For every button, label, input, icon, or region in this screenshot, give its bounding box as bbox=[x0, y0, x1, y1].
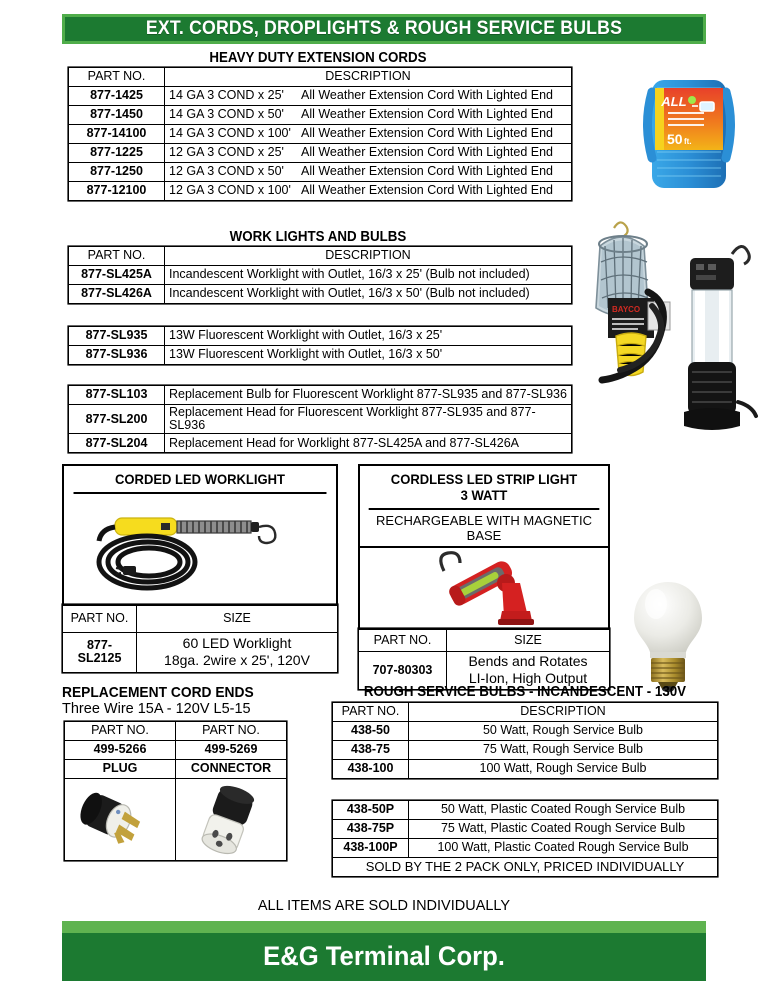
cordless-part-no: 707-80303 bbox=[359, 651, 447, 689]
table-header-row bbox=[69, 247, 572, 266]
plastic-coated-bulbs-table bbox=[332, 800, 718, 877]
col-part-no: PART NO. bbox=[359, 629, 447, 651]
spec-text: 14 GA 3 COND x 25' bbox=[169, 88, 284, 103]
cordless-led-strip-light-panel bbox=[358, 464, 610, 687]
table-row bbox=[333, 760, 718, 779]
table-row bbox=[69, 182, 572, 201]
corded-panel-title: CORDED LED WORKLIGHT bbox=[74, 466, 327, 494]
description-cell: 100 Watt, Plastic Coated Rough Service Bulb bbox=[409, 839, 718, 858]
description-cell: 12 GA 3 COND x 25' All Weather Extension Cord With Lighted End bbox=[165, 144, 572, 163]
company-name: E&G Terminal Corp. bbox=[263, 941, 505, 971]
table-row bbox=[333, 741, 718, 760]
col-description: DESCRIPTION bbox=[409, 703, 718, 722]
part-no-cell: 877-SL935 bbox=[69, 327, 165, 346]
connector-label: CONNECTOR bbox=[176, 760, 287, 779]
cordless-led-strip-light-icon bbox=[414, 549, 554, 627]
replacement-parts-table bbox=[68, 385, 572, 453]
description-cell: Replacement Head for Worklight 877-SL425A and 877-SL426A bbox=[165, 434, 572, 453]
part-no-cell: 877-12100 bbox=[69, 182, 165, 201]
part-no-cell: 877-SL103 bbox=[69, 386, 165, 405]
part-no-cell: 877-1425 bbox=[69, 87, 165, 106]
spec-text: 12 GA 3 COND x 50' bbox=[169, 164, 284, 179]
connector-photo-cell bbox=[176, 779, 287, 861]
part-no-cell: 438-100P bbox=[333, 839, 409, 858]
table-row bbox=[69, 163, 572, 182]
table-row bbox=[69, 266, 572, 285]
fluorescent-worklight-icon bbox=[684, 246, 756, 430]
part-no-cell: 877-SL936 bbox=[69, 346, 165, 365]
corded-size-line2: 18ga. 2wire x 25', 120V bbox=[164, 652, 310, 669]
section-title-work-lights: WORK LIGHTS AND BULBS bbox=[229, 229, 407, 245]
part-no-cell: 877-1450 bbox=[69, 106, 165, 125]
part-no-cell: 438-100 bbox=[333, 760, 409, 779]
cordless-strip-light-photo bbox=[360, 548, 608, 628]
part-no-cell: 877-SL425A bbox=[69, 266, 165, 285]
table-row bbox=[333, 722, 718, 741]
part-no-cell: 877-SL200 bbox=[69, 405, 165, 434]
corded-part-no: 877-SL2125 bbox=[63, 632, 137, 672]
section-title-replacement-cord-ends: REPLACEMENT CORD ENDS bbox=[62, 684, 254, 701]
droplights-photo bbox=[592, 206, 767, 456]
col-part-no-right: PART NO. bbox=[176, 722, 287, 741]
description-cell: Replacement Bulb for Fluorescent Worklight 877-SL935 and 877-SL936 bbox=[165, 386, 572, 405]
cord-ends-table bbox=[64, 721, 287, 861]
description-cell: 14 GA 3 COND x 50' All Weather Extension Cord With Lighted End bbox=[165, 106, 572, 125]
table-row bbox=[333, 820, 718, 839]
description-cell: Replacement Head for Fluorescent Worklight 877-SL935 and 877-SL936 bbox=[165, 405, 572, 434]
light-bulb-icon bbox=[618, 576, 718, 692]
table-footer-row bbox=[333, 858, 718, 877]
table-header-row bbox=[65, 722, 287, 741]
plastic-bulbs-note: SOLD BY THE 2 PACK ONLY, PRICED INDIVIDUALLY bbox=[333, 858, 718, 877]
col-description: DESCRIPTION bbox=[165, 68, 572, 87]
corded-panel-table bbox=[62, 604, 338, 673]
droplight-icons bbox=[592, 206, 767, 456]
table-row-images bbox=[65, 779, 287, 861]
table-row bbox=[69, 346, 572, 365]
col-part-no-left: PART NO. bbox=[65, 722, 176, 741]
description-cell: 12 GA 3 COND x 50' All Weather Extension Cord With Lighted End bbox=[165, 163, 572, 182]
corded-size bbox=[137, 632, 338, 672]
work-lights-table bbox=[68, 246, 572, 304]
plug-part-no: 499-5266 bbox=[65, 741, 176, 760]
description-cell: 13W Fluorescent Worklight with Outlet, 16/3 x 50' bbox=[165, 346, 572, 365]
spec-text: 14 GA 3 COND x 50' bbox=[169, 107, 284, 122]
plug-photo-cell bbox=[65, 779, 176, 861]
rough-service-bulbs-table bbox=[332, 702, 718, 779]
cordless-title-line1: CORDLESS LED STRIP LIGHT bbox=[390, 471, 578, 487]
table-row bbox=[69, 327, 572, 346]
col-part-no: PART NO. bbox=[63, 605, 137, 632]
section-subtitle-replacement-cord-ends: Three Wire 15A - 120V L5-15 bbox=[62, 701, 251, 717]
table-row bbox=[333, 801, 718, 820]
svg-text:50: 50 bbox=[667, 131, 683, 147]
col-size: SIZE bbox=[447, 629, 610, 651]
cordless-size-line2: LI-Ion, High Output bbox=[468, 670, 588, 687]
all-items-note: ALL ITEMS ARE SOLD INDIVIDUALLY bbox=[257, 898, 511, 914]
table-row bbox=[65, 741, 287, 760]
svg-text:ft.: ft. bbox=[684, 137, 692, 146]
table-row bbox=[69, 285, 572, 304]
extension-cord-coil-icon bbox=[630, 62, 758, 207]
page-title: EXT. CORDS, DROPLIGHTS & ROUGH SERVICE BULBS bbox=[145, 18, 623, 39]
cordless-panel-title bbox=[369, 466, 600, 510]
part-no-cell: 877-SL426A bbox=[69, 285, 165, 304]
cordless-size-line1: Bends and Rotates bbox=[468, 652, 588, 669]
part-no-cell: 438-50P bbox=[333, 801, 409, 820]
plug-label: PLUG bbox=[65, 760, 176, 779]
section-title-rough-service-bulbs: ROUGH SERVICE BULBS - INCANDESCENT - 130V bbox=[363, 684, 687, 700]
description-cell: 14 GA 3 COND x 25' All Weather Extension Cord With Lighted End bbox=[165, 87, 572, 106]
incandescent-worklight-icon bbox=[596, 222, 670, 380]
cordless-panel-table bbox=[358, 628, 610, 690]
part-no-cell: 438-75 bbox=[333, 741, 409, 760]
description-cell: 75 Watt, Rough Service Bulb bbox=[409, 741, 718, 760]
col-part-no: PART NO. bbox=[333, 703, 409, 722]
footer-accent-band bbox=[62, 921, 706, 933]
table-header-row bbox=[63, 605, 338, 632]
spec-text: 14 GA 3 COND x 100' bbox=[169, 126, 291, 141]
rough-service-bulb-photo bbox=[618, 576, 718, 692]
table-header-row bbox=[69, 68, 572, 87]
extension-cord-photo bbox=[630, 62, 758, 207]
connector-part-no: 499-5269 bbox=[176, 741, 287, 760]
description-cell: Incandescent Worklight with Outlet, 16/3 x 25' (Bulb not included) bbox=[165, 266, 572, 285]
description-cell: 100 Watt, Rough Service Bulb bbox=[409, 760, 718, 779]
corded-size-line1: 60 LED Worklight bbox=[182, 634, 292, 651]
corded-worklight-photo bbox=[64, 494, 336, 604]
description-cell: 12 GA 3 COND x 100' All Weather Extension Cord With Lighted End bbox=[165, 182, 572, 201]
svg-text:BAYCO: BAYCO bbox=[612, 305, 641, 314]
description-cell: 14 GA 3 COND x 100' All Weather Extension Cord With Lighted End bbox=[165, 125, 572, 144]
cordless-title-line2: 3 WATT bbox=[460, 487, 508, 504]
description-cell: 50 Watt, Rough Service Bulb bbox=[409, 722, 718, 741]
table-row bbox=[69, 87, 572, 106]
table-row bbox=[69, 144, 572, 163]
part-no-cell: 877-SL204 bbox=[69, 434, 165, 453]
extension-cords-table bbox=[68, 67, 572, 201]
table-row bbox=[65, 760, 287, 779]
description-cell: 75 Watt, Plastic Coated Rough Service Bulb bbox=[409, 820, 718, 839]
table-row bbox=[333, 839, 718, 858]
spec-text: 12 GA 3 COND x 25' bbox=[169, 145, 284, 160]
part-no-cell: 438-50 bbox=[333, 722, 409, 741]
twist-lock-connector-icon bbox=[176, 780, 285, 860]
table-row bbox=[69, 386, 572, 405]
cordless-panel-subtitle: RECHARGEABLE WITH MAGNETIC BASE bbox=[360, 510, 608, 548]
section-title-extension-cords: HEAVY DUTY EXTENSION CORDS bbox=[209, 50, 427, 66]
table-row bbox=[69, 434, 572, 453]
fluorescent-worklights-table bbox=[68, 326, 572, 365]
part-no-cell: 877-1225 bbox=[69, 144, 165, 163]
table-row bbox=[69, 125, 572, 144]
col-part-no: PART NO. bbox=[69, 247, 165, 266]
table-header-row bbox=[333, 703, 718, 722]
table-header-row bbox=[359, 629, 610, 651]
part-no-cell: 438-75P bbox=[333, 820, 409, 839]
description-cell: Incandescent Worklight with Outlet, 16/3 x 50' (Bulb not included) bbox=[165, 285, 572, 304]
corded-led-worklight-icon bbox=[69, 496, 331, 602]
svg-text:ALL: ALL bbox=[660, 94, 689, 109]
part-no-cell: 877-1250 bbox=[69, 163, 165, 182]
twist-lock-plug-icon bbox=[65, 780, 174, 860]
table-row bbox=[63, 632, 338, 672]
table-row bbox=[69, 405, 572, 434]
description-cell: 13W Fluorescent Worklight with Outlet, 16/3 x 25' bbox=[165, 327, 572, 346]
col-part-no: PART NO. bbox=[69, 68, 165, 87]
table-row bbox=[69, 106, 572, 125]
corded-led-worklight-panel bbox=[62, 464, 338, 670]
col-size: SIZE bbox=[137, 605, 338, 632]
page-number: 76 bbox=[730, 948, 754, 971]
part-no-cell: 877-14100 bbox=[69, 125, 165, 144]
page-header-inner bbox=[65, 17, 703, 41]
spec-text: 12 GA 3 COND x 100' bbox=[169, 183, 291, 198]
page-header-banner bbox=[62, 14, 706, 44]
col-description: DESCRIPTION bbox=[165, 247, 572, 266]
description-cell: 50 Watt, Plastic Coated Rough Service Bulb bbox=[409, 801, 718, 820]
